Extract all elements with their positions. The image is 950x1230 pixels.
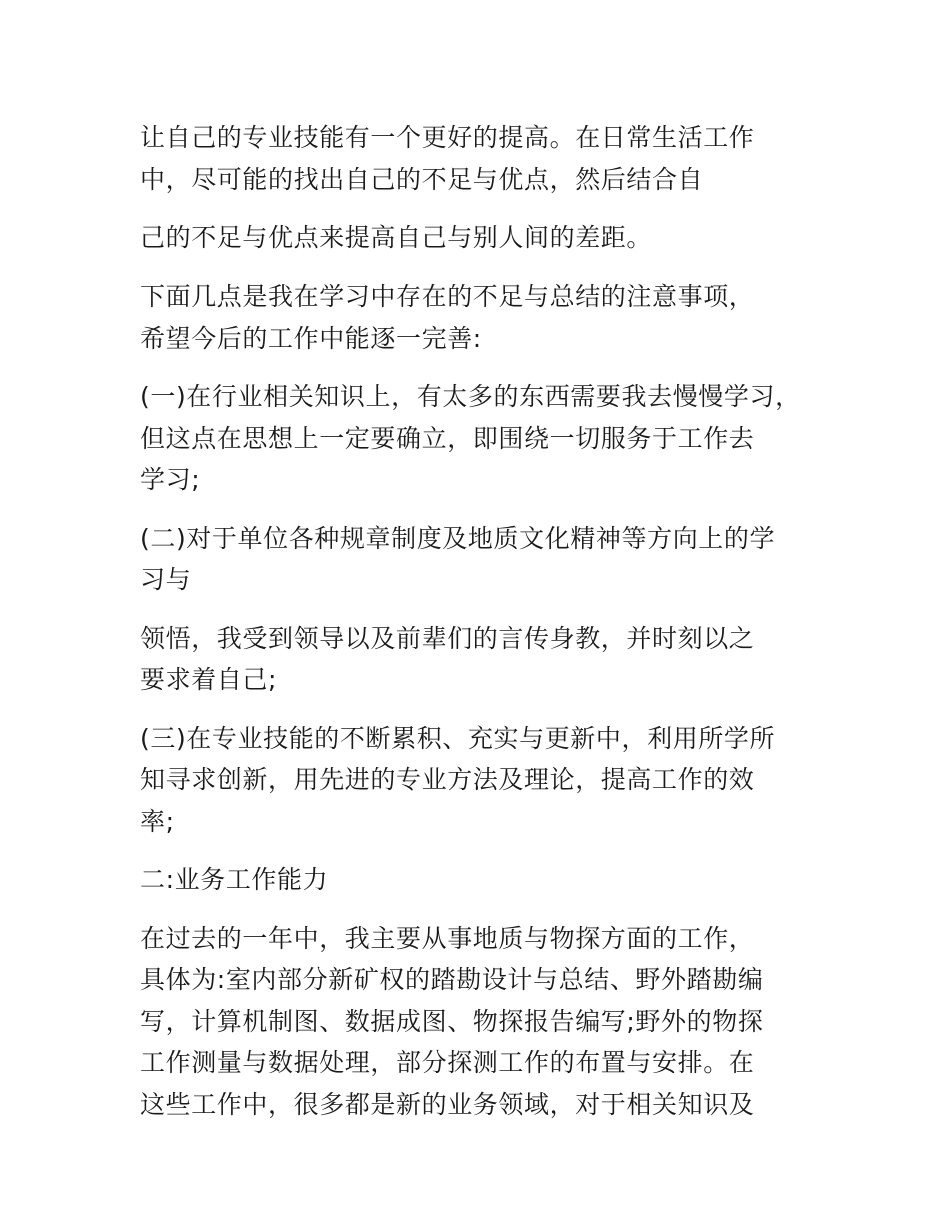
text-line: 让自己的专业技能有一个更好的提高。在日常生活工作 [140,123,755,152]
text-line: 知寻求创新，用先进的专业方法及理论，提高工作的效 [140,765,755,794]
section-heading: 二:业务工作能力 [140,865,329,894]
text-line: 习与 [140,565,192,594]
text-line: (三)在专业技能的不断累积、充实与更新中，利用所学所 [140,724,776,753]
text-line: 下面几点是我在学习中存在的不足与总结的注意事项， [140,282,755,311]
text-line: 这些工作中，很多都是新的业务领域，对于相关知识及 [140,1090,755,1119]
text-line: 在过去的一年中，我主要从事地质与物探方面的工作， [140,924,755,953]
text-line: 要求着自己; [140,665,278,694]
text-line: 学习; [140,465,201,494]
text-line: 写，计算机制图、数据成图、物探报告编写;野外的物探 [140,1007,764,1036]
text-line: 希望今后的工作中能逐一完善: [140,324,482,353]
text-line: 工作测量与数据处理，部分探测工作的布置与安排。在 [140,1048,755,1077]
text-line: (一)在行业相关知识上，有太多的东西需要我去慢慢学习， [140,382,801,411]
text-line: 率; [140,807,175,836]
text-line: 己的不足与优点来提高自己与别人间的差距。 [140,223,653,252]
text-line: 中，尽可能的找出自己的不足与优点，然后结合自 [140,165,704,194]
text-line: (二)对于单位各种规章制度及地质文化精神等方向上的学 [140,524,776,553]
text-line: 但这点在思想上一定要确立，即围绕一切服务于工作去 [140,424,755,453]
text-line: 具体为:室内部分新矿权的踏勘设计与总结、野外踏勘编 [140,965,764,994]
text-line: 领悟，我受到领导以及前辈们的言传身教，并时刻以之 [140,624,755,653]
